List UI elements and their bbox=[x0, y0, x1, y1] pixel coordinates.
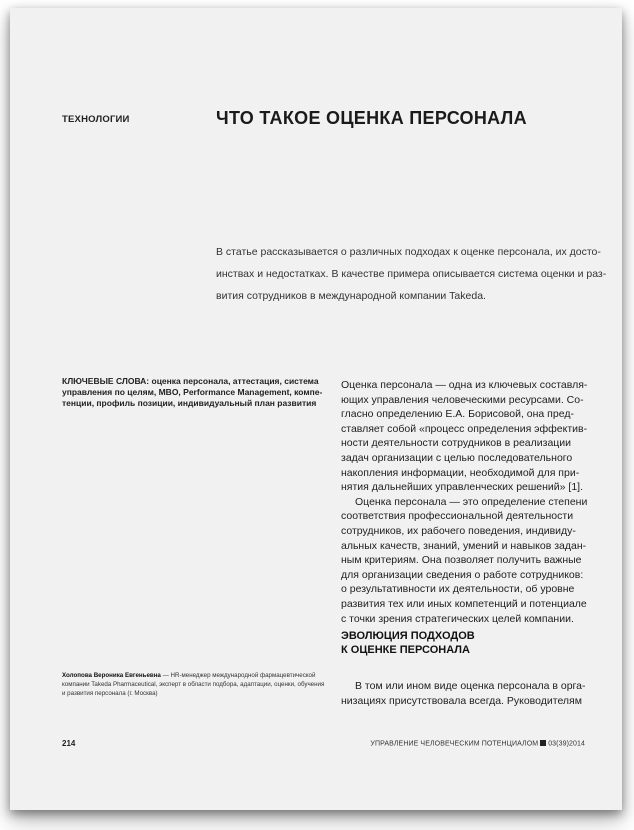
abstract bbox=[216, 241, 607, 307]
square-separator-icon bbox=[540, 740, 546, 746]
page-number: 214 bbox=[62, 739, 76, 748]
body-line: В том или ином виде оценка персонала в орга- bbox=[355, 680, 586, 692]
author-name: Холопова Вероника Евгеньевна bbox=[62, 672, 161, 679]
body-line: альных качеств, знаний, умений и навыков задан- bbox=[341, 539, 587, 552]
body-line: ющих управления человеческими ресурсами. Со- bbox=[341, 393, 584, 406]
body-line: задач организации с целью последовательного bbox=[341, 451, 573, 464]
journal-issue: 03(39)2014 bbox=[548, 740, 585, 748]
body-line: о результативности их деятельности, об уровне bbox=[341, 583, 575, 596]
article-page bbox=[10, 8, 622, 810]
body-line: сотрудников, их рабочего поведения, индивиду- bbox=[341, 524, 576, 537]
article-title: ЧТО ТАКОЕ ОЦЕНКА ПЕРСОНАЛА bbox=[216, 108, 527, 128]
body-line: соответствия профессиональной деятельности bbox=[341, 510, 574, 523]
abstract-line: инствах и недостатках. В качестве примера описывается система оценки и раз- bbox=[216, 268, 607, 280]
body-text bbox=[341, 378, 593, 626]
body-line: ставляет собой «процесс определения эффектив- bbox=[341, 422, 588, 435]
abstract-line: вития сотрудников в международной компании Takeda. bbox=[216, 290, 486, 302]
author-line: компании Takeda Pharmaceutical, эксперт в области подбора, адаптации, оценки, обучения bbox=[62, 681, 325, 688]
body-line: с точки зрения стратегических целей компании. bbox=[341, 612, 574, 625]
body-line: низациях присутствовала всегда. Руководителям bbox=[341, 694, 582, 707]
author-line: и развития персонала (г. Москва) bbox=[62, 690, 158, 697]
body-line: Оценка персонала — одна из ключевых составля- bbox=[341, 379, 588, 391]
author-line bbox=[62, 671, 332, 680]
section-label: ТЕХНОЛОГИИ bbox=[62, 114, 130, 125]
abstract-line: В статье рассказывается о различных подходах к оценке персонала, их досто- bbox=[216, 246, 601, 258]
body-text-continued bbox=[341, 679, 593, 708]
heading-line: К ОЦЕНКЕ ПЕРСОНАЛА bbox=[341, 644, 470, 656]
keywords-block bbox=[62, 376, 332, 409]
body-line: накопления информации, необходимой для при- bbox=[341, 466, 580, 479]
author-note bbox=[62, 671, 332, 698]
heading-line: ЭВОЛЮЦИЯ ПОДХОДОВ bbox=[341, 630, 475, 642]
author-role: — HR-менеджер международной фармацевтической bbox=[160, 672, 316, 679]
keywords-label: КЛЮЧЕВЫЕ СЛОВА: bbox=[62, 376, 150, 386]
section-heading bbox=[341, 629, 475, 657]
body-line: нятия дальнейших управленческих решений» [1]. bbox=[341, 481, 584, 494]
body-line: ности деятельности сотрудников в реализации bbox=[341, 437, 572, 450]
body-line: ным критериям. Она позволяет получить важные bbox=[341, 554, 582, 567]
body-line: развития тех или иных компетенций и потенциале bbox=[341, 597, 587, 610]
body-line: гласно определению Е.А. Борисовой, она пред- bbox=[341, 408, 574, 421]
body-line: Оценка персонала — это определение степени bbox=[355, 495, 588, 508]
journal-title: УПРАВЛЕНИЕ ЧЕЛОВЕЧЕСКИМ ПОТЕНЦИАЛОМ bbox=[370, 740, 539, 748]
body-line: для организации сведения о работе сотрудников: bbox=[341, 568, 584, 581]
keywords-text: оценка персонала, аттестация, система управления по целям, MBO, Performance Management, компе-тенции, профиль позиции, индивидуальный план развития bbox=[62, 376, 323, 408]
journal-footer bbox=[370, 740, 585, 748]
